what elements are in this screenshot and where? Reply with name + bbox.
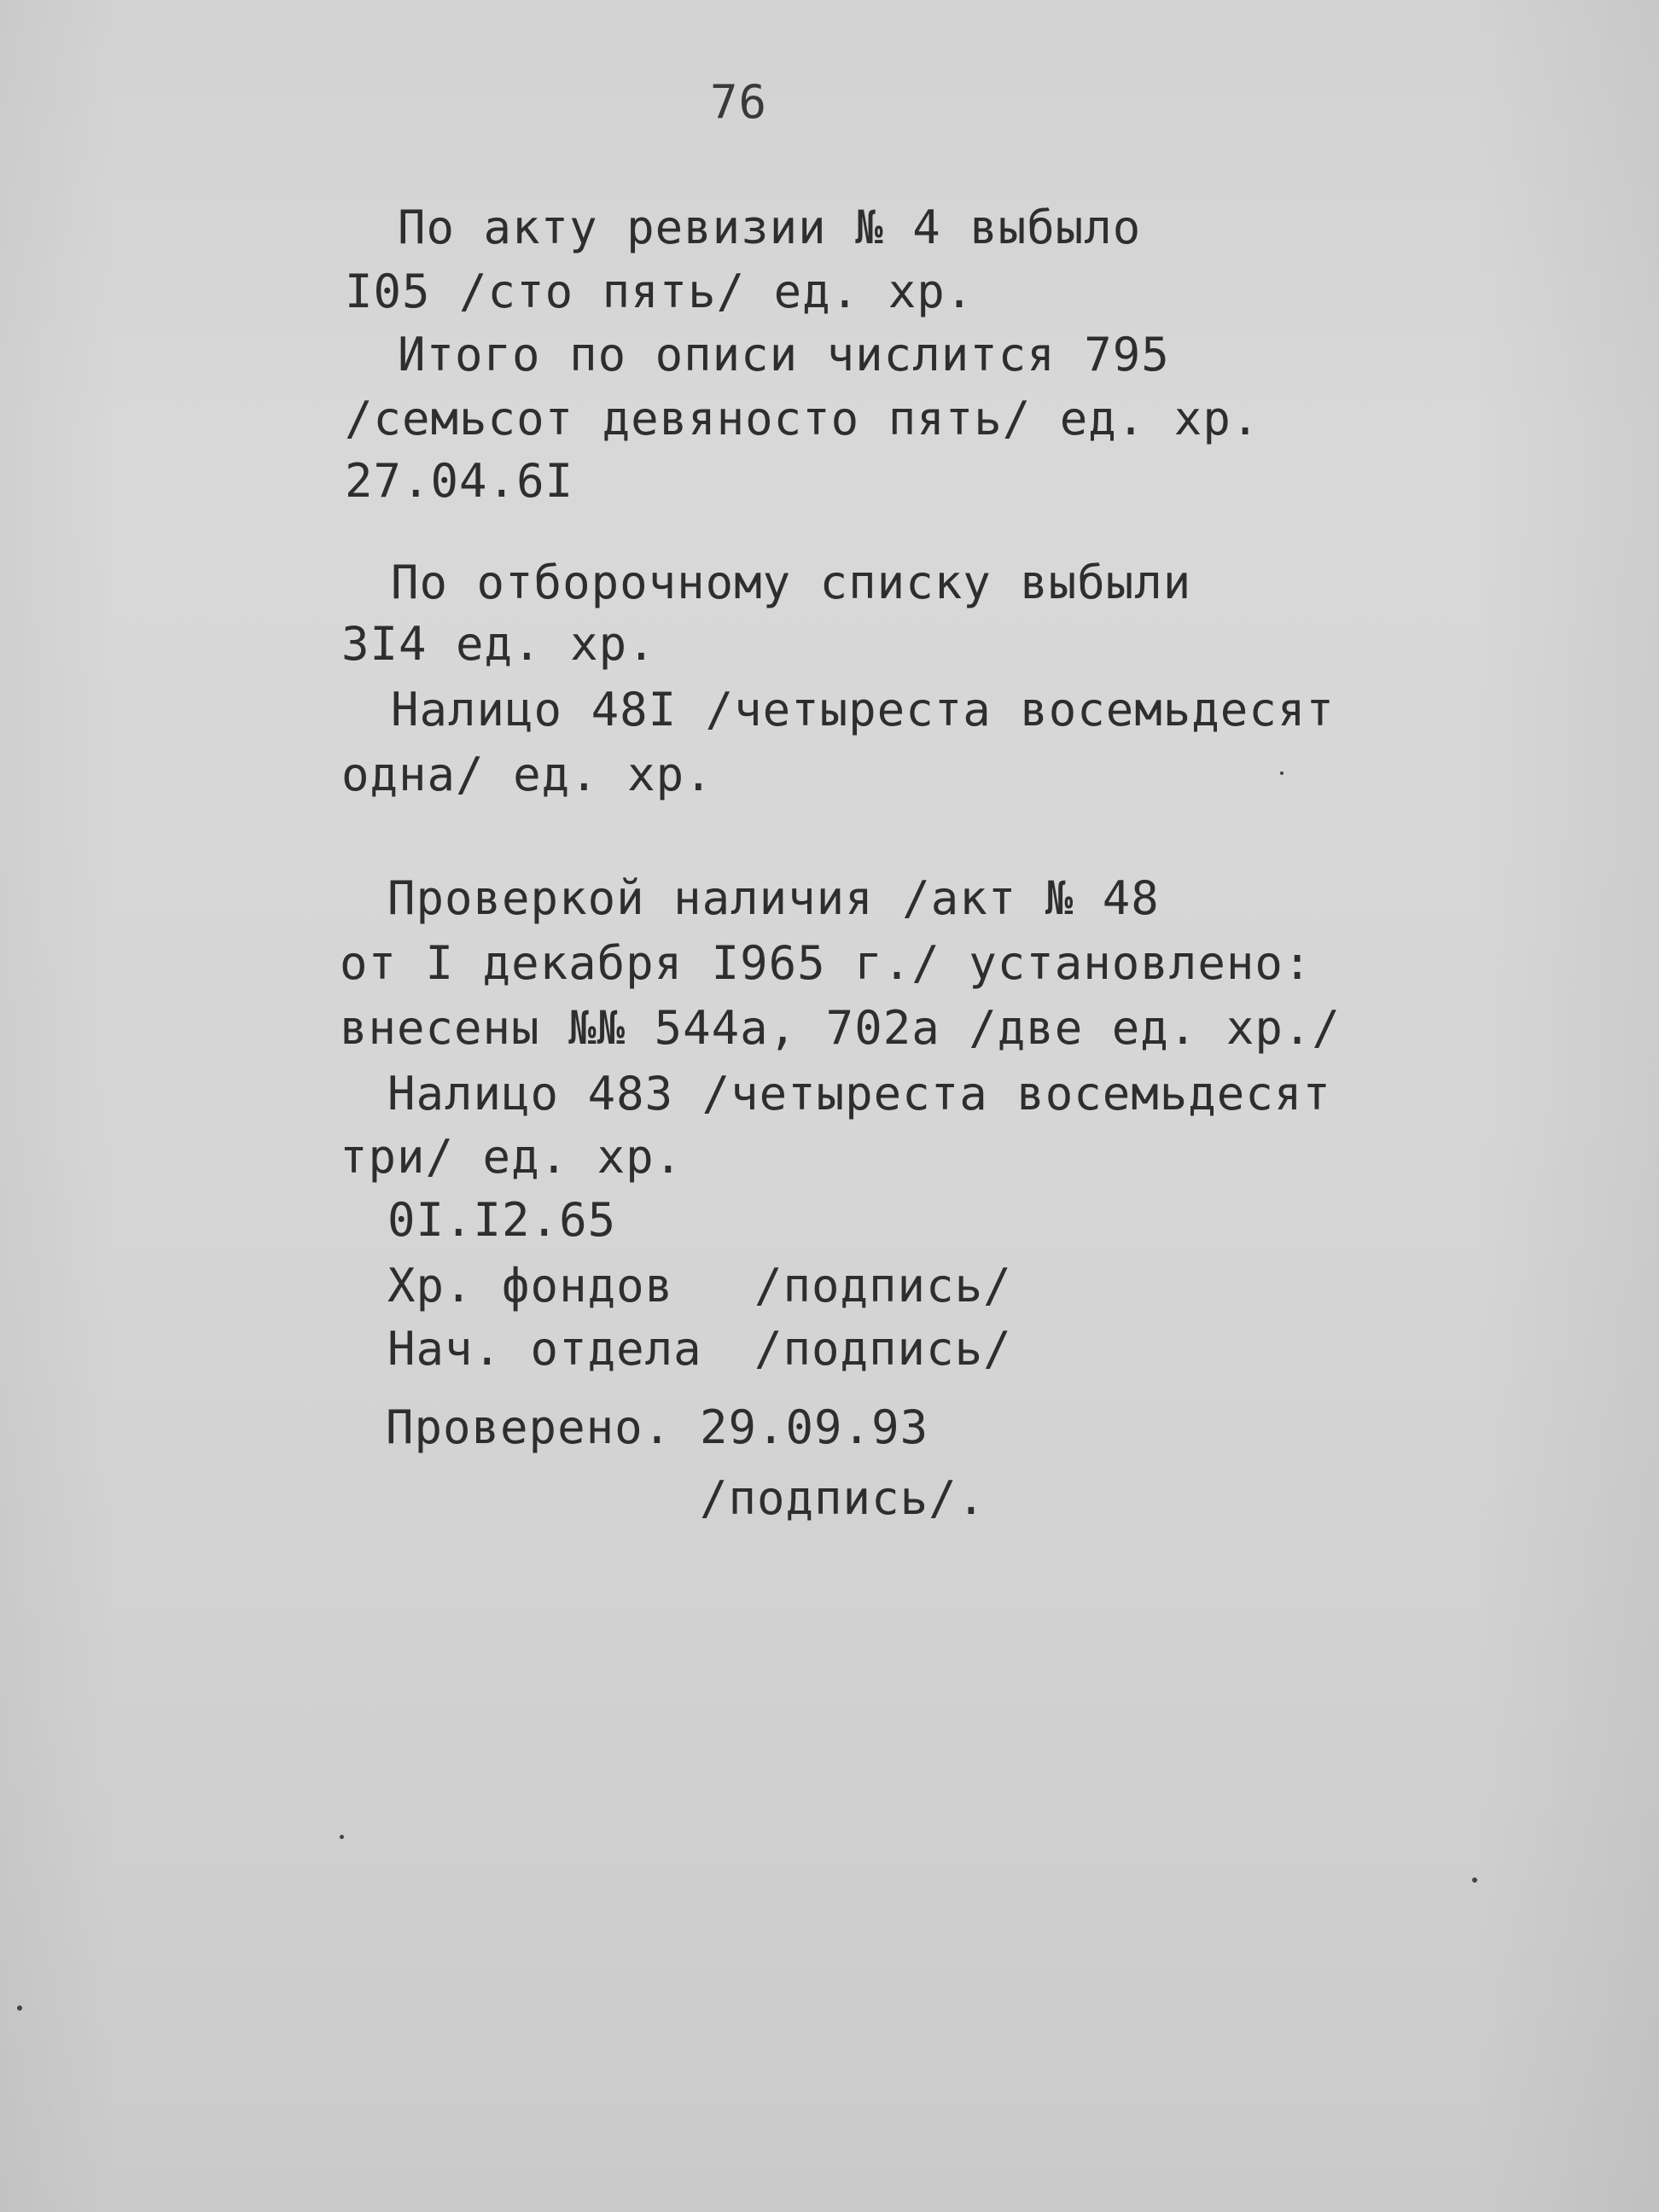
position-label: Нач. отдела [387,1322,702,1376]
page-shadow-right [1471,0,1659,2212]
text-line: 3I4 ед. хр. [341,617,656,671]
paper-speck [17,2005,22,2011]
signature-placeholder: /подпись/. [700,1471,987,1525]
verified-date: 29.09.93 [700,1400,929,1454]
text-line: внесены №№ 544а, 702а /две ед. хр./ [340,1001,1341,1055]
paper-speck [1280,771,1284,775]
page-shadow-left [0,0,119,2212]
page-number: 76 [710,75,768,129]
text-line: I05 /сто пять/ ед. хр. [345,265,975,318]
text-line: от I декабря I965 г./ установлено: [340,936,1313,990]
text-line: три/ ед. хр. [340,1130,684,1184]
text-line: одна/ ед. хр. [341,748,713,801]
text-line: Итого по описи числится 795 [398,328,1170,381]
verified-label: Проверено. [386,1400,672,1454]
signature-placeholder: /подпись/ [754,1322,1012,1376]
paper-speck [1472,1877,1477,1883]
text-line: По акту ревизии № 4 выбыло [398,201,1142,254]
text-line: Налицо 483 /четыреста восемьдесят [387,1067,1331,1121]
text-line: 27.04.6I [345,454,574,508]
text-line: /семьсот девяносто пять/ ед. хр. [345,392,1260,445]
position-label: Хр. фондов [387,1259,674,1313]
text-line: Налицо 48I /четыреста восемьдесят [391,683,1335,736]
signature-placeholder: /подпись/ [754,1259,1012,1313]
text-line: По отборочному списку выбыли [391,556,1192,609]
date-line: 0I.I2.65 [387,1193,617,1247]
text-line: Проверкой наличия /акт № 48 [387,871,1160,925]
paper-speck [340,1835,344,1839]
